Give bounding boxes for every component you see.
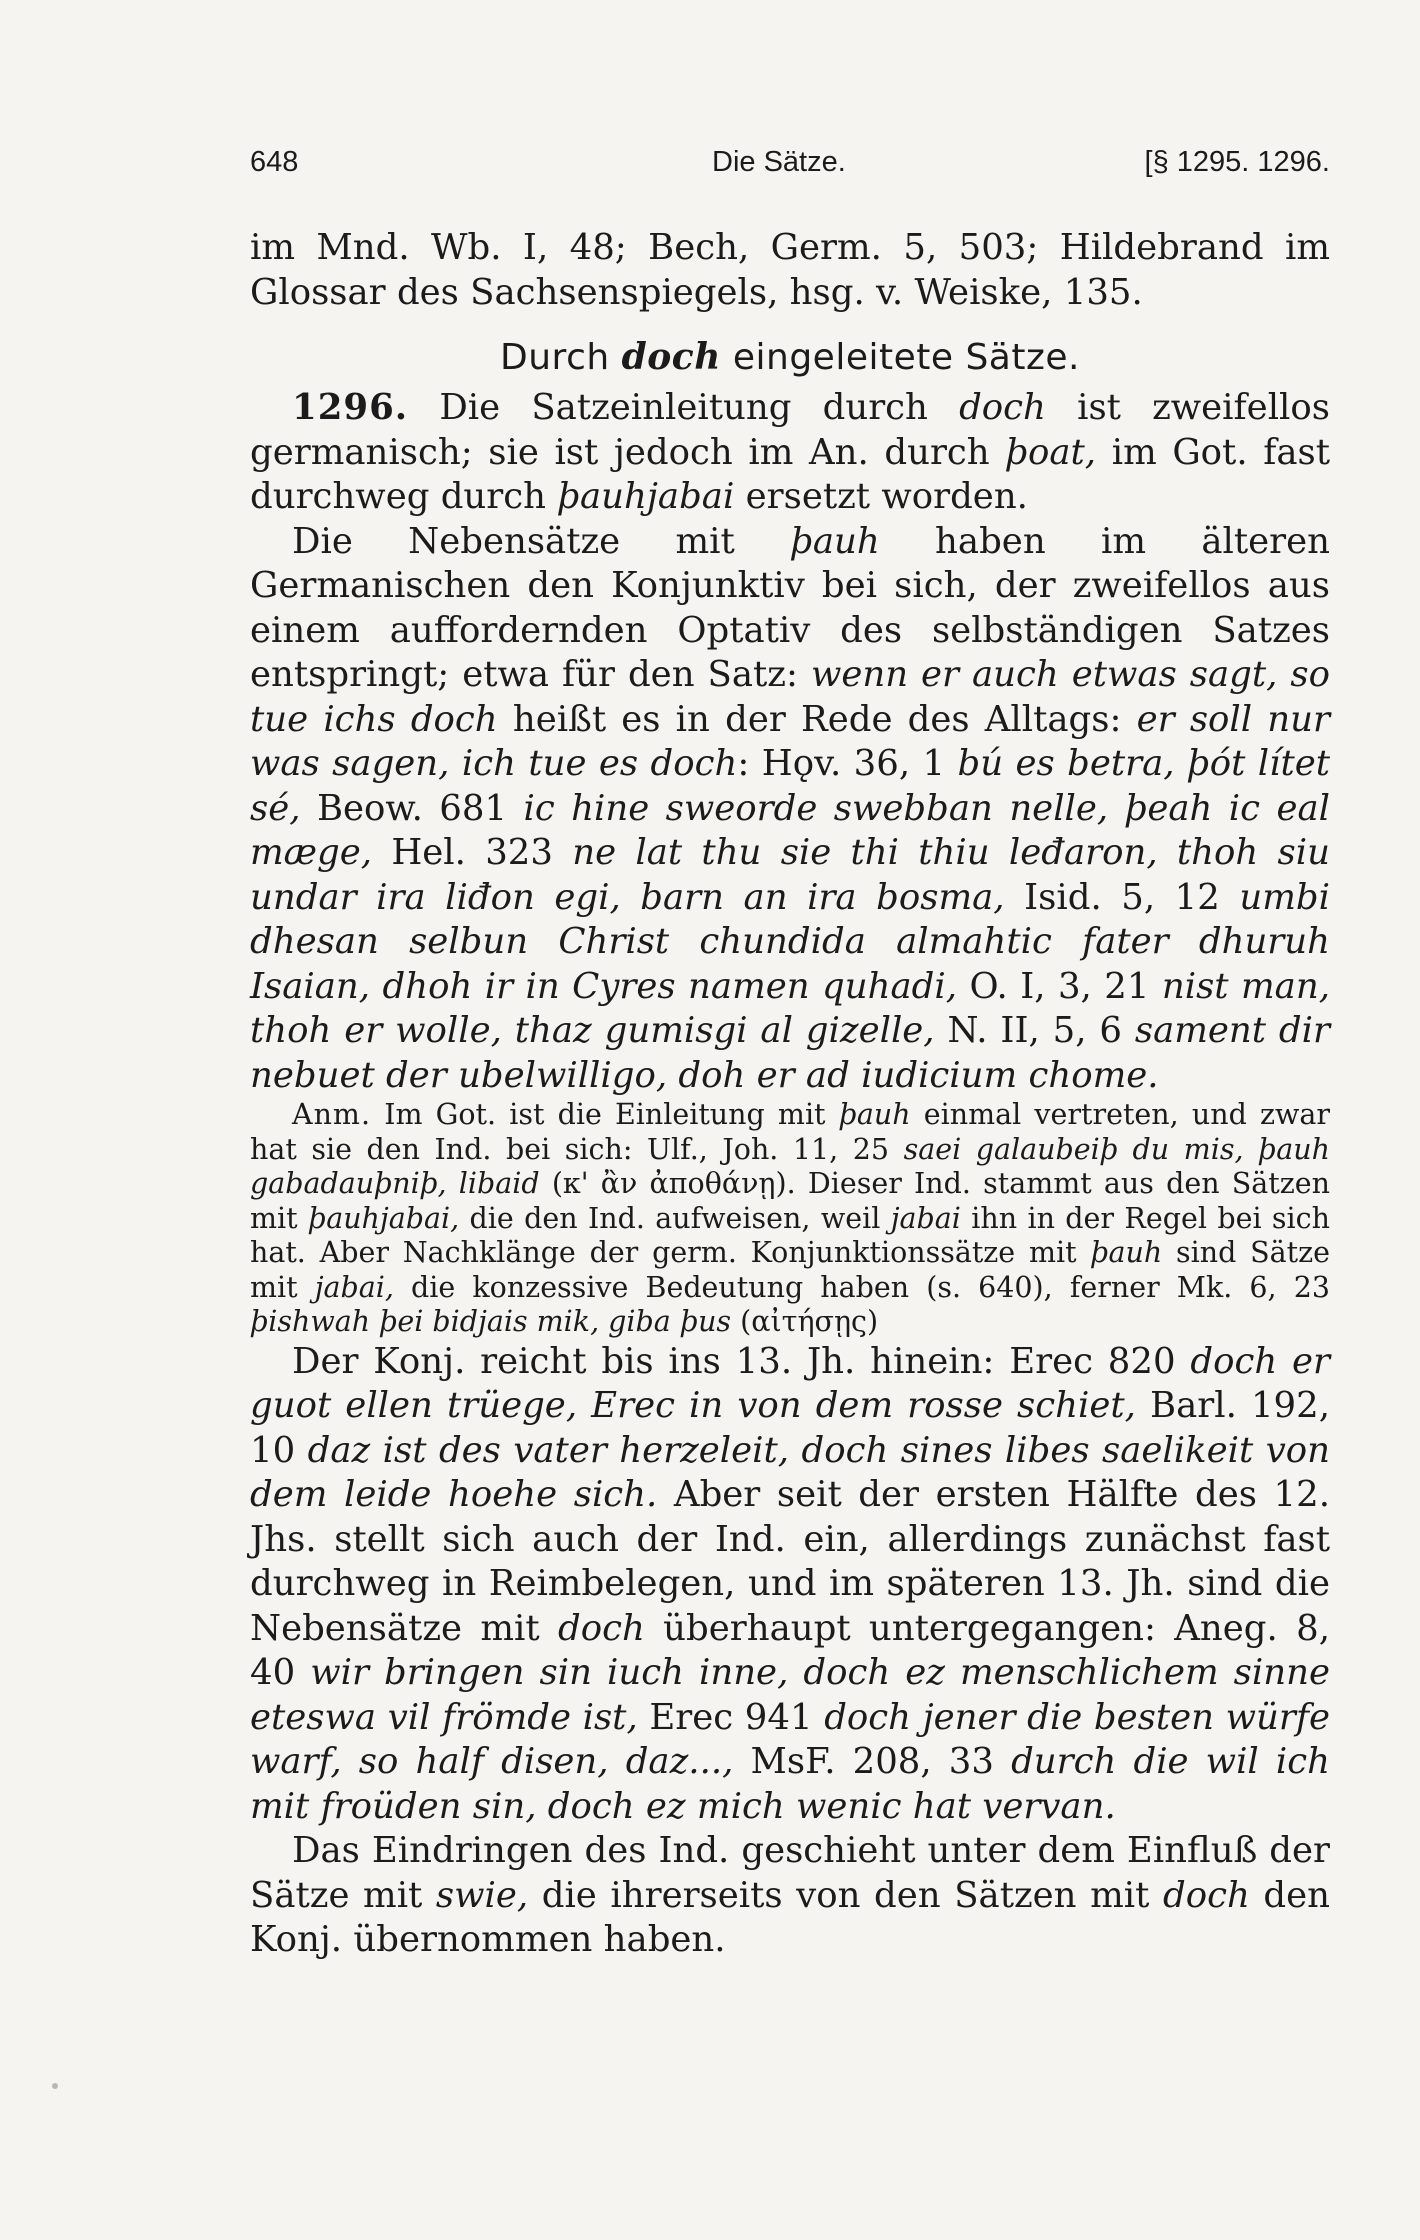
- text-run: Hel. 323: [372, 832, 573, 873]
- italic-run: þauh: [838, 1098, 911, 1131]
- text-run: O. I, 3, 21: [957, 965, 1162, 1007]
- paragraph-nebensaetze: [250, 520, 1330, 1099]
- text-run: ist zweifellos germanisch; sie ist jedoch im An. durch: [250, 387, 1330, 473]
- italic-run: wenn er auch etwas sagt, so tue ichs doch: [250, 654, 1331, 740]
- heading-pre: Durch: [500, 337, 610, 378]
- text-run: einmal vertreten, und zwar hat sie den Ind. bei sich: Ulf., Joh. 11, 25: [250, 1098, 1331, 1166]
- italic-run: þauhjabai,: [307, 1201, 460, 1235]
- italic-run: jabai,: [314, 1270, 394, 1304]
- text-run: ihn in der Regel bei sich hat. Aber Nachklänge der germ. Konjunktionssätze mit: [250, 1201, 1330, 1269]
- paragraph-1296: [250, 386, 1330, 520]
- text-run: Die Nebensätze mit: [292, 520, 791, 562]
- text-run: (αἰτήσῃς): [731, 1305, 879, 1338]
- text-run: die den Ind. aufweisen, weil: [459, 1201, 891, 1235]
- text-run: : Hǫv. 36, 1: [737, 743, 958, 784]
- intro-text: im Mnd. Wb. I, 48; Bech, Germ. 5, 503; Hildebrand im Glossar des Sachsenspiegels, hsg. v. Weiske, 135.: [250, 227, 1330, 313]
- text-run: heißt es in der Rede des Alltags:: [497, 698, 1137, 740]
- paragraph-number: 1296.: [292, 387, 409, 428]
- italic-run: doch: [557, 1607, 645, 1649]
- italic-run: ic hine sweorde swebban nelle, þeah ic eal mæge,: [250, 787, 1331, 873]
- text-run: die ihrerseits von den Sätzen mit: [528, 1874, 1163, 1916]
- text-run: im Got. fast durchweg durch: [250, 431, 1330, 517]
- page-number: 648: [250, 146, 299, 178]
- italic-run: saei galaubeiþ du mis, þauh gabadauþniþ, libaid: [250, 1132, 1331, 1200]
- heading-post: eingeleitete Sätze.: [732, 337, 1080, 378]
- text-run: ersetzt worden.: [734, 476, 1028, 517]
- text-run: den Konj. übernommen haben.: [250, 1874, 1330, 1960]
- text-run: Barl. 192, 10: [250, 1385, 1331, 1471]
- text-run: (κ' ἂν ἀποθάνῃ). Dieser Ind. stammt aus den Sätzen mit: [250, 1167, 1330, 1235]
- italic-run: umbi dhesan selbun Christ chundida almahtic fater dhuruh Isaian, dhoh ir in Cyres namen quhadi,: [250, 876, 1330, 1007]
- text-run: überhaupt untergegangen: Aneg. 8, 40: [250, 1607, 1330, 1693]
- section-reference: [§ 1295. 1296.: [1144, 146, 1330, 178]
- text-run: Der Konj. reicht bis ins 13. Jh. hinein: Erec 820: [292, 1340, 1191, 1382]
- italic-run: doch er guot ellen trüege, Erec in von dem rosse schiet,: [250, 1340, 1331, 1426]
- text-run: Aber seit der ersten Hälfte des 12. Jhs. stellt sich auch der Ind. ein, allerdings zunächst fast durchweg in Reimbelegen, und im späteren 13. Jh. sind die Nebensätze mit: [250, 1474, 1330, 1649]
- italic-run: þauhjabai: [557, 476, 735, 517]
- text-run: Erec 941: [637, 1696, 825, 1738]
- italic-run: þishwah þei bidjais mik, giba þus: [250, 1305, 732, 1338]
- body-text: [250, 226, 1330, 1963]
- text-run: Isid. 5, 12: [1004, 876, 1240, 918]
- italic-run: wir bringen sin iuch inne, doch ez menschlichem sinne eteswa vil frömde ist,: [250, 1652, 1330, 1738]
- italic-run: sament dir nebuet der ubelwilligo, doh er ad iudicium chome.: [250, 1010, 1330, 1096]
- italic-run: þoat,: [1005, 431, 1097, 473]
- text-run: Das Eindringen des Ind. geschieht unter dem Einfluß der Sätze mit: [250, 1830, 1330, 1916]
- text-run: Die Satzeinleitung durch: [408, 387, 960, 428]
- italic-run: er soll nur was sagen, ich tue es doch: [250, 698, 1331, 784]
- paper-speck: [52, 2083, 58, 2089]
- text-run: haben im älteren Germanischen den Konjunktiv bei sich, der zweifellos aus einem auffordernden Optativ des selbständigen Satzes entspringt; etwa für den Satz:: [250, 520, 1330, 695]
- paragraph-eindringen: [250, 1829, 1330, 1963]
- italic-run: daz ist des vater herzeleit, doch sines libes saelikeit von dem leide hoehe sich.: [250, 1429, 1330, 1515]
- running-head: [250, 146, 1330, 186]
- paragraph-konjunktiv: [250, 1340, 1330, 1830]
- italic-run: doch: [959, 387, 1046, 428]
- italic-run: ne lat thu sie thi thiu leđaron, thoh siu undar ira liđon egi, barn an ira bosma,: [250, 832, 1330, 918]
- text-run: N. II, 5, 6: [934, 1010, 1135, 1051]
- text-run: sind Sätze mit: [250, 1236, 1330, 1304]
- annotation-note: [250, 1098, 1330, 1340]
- text-run: Beow. 681: [300, 787, 524, 829]
- note-label: Anm.: [292, 1098, 372, 1131]
- italic-run: doch: [1162, 1874, 1250, 1916]
- italic-run: jabai: [890, 1201, 961, 1235]
- heading-keyword: doch: [621, 336, 721, 378]
- italic-run: bú es betra, þót lítet sé,: [250, 743, 1331, 829]
- italic-run: doch jener die besten würfe warf, so half disen, daz...,: [250, 1696, 1330, 1782]
- italic-run: swie,: [435, 1874, 529, 1916]
- text-run: Im Got. ist die Einleitung mit: [371, 1098, 839, 1131]
- intro-paragraph: [250, 226, 1330, 315]
- italic-run: þauh: [1090, 1236, 1163, 1269]
- running-title: Die Sätze.: [712, 146, 846, 178]
- italic-run: durch die wil ich mit froüden sin, doch ez mich wenic hat vervan.: [250, 1741, 1330, 1827]
- text-run: MsF. 208, 33: [733, 1741, 1012, 1782]
- text-run: die konzessive Bedeutung haben (s. 640), ferner Mk. 6, 23: [393, 1270, 1330, 1304]
- italic-run: nist man, thoh er wolle, thaz gumisgi al gizelle,: [250, 965, 1330, 1051]
- italic-run: þauh: [790, 520, 880, 562]
- section-heading: [250, 335, 1330, 380]
